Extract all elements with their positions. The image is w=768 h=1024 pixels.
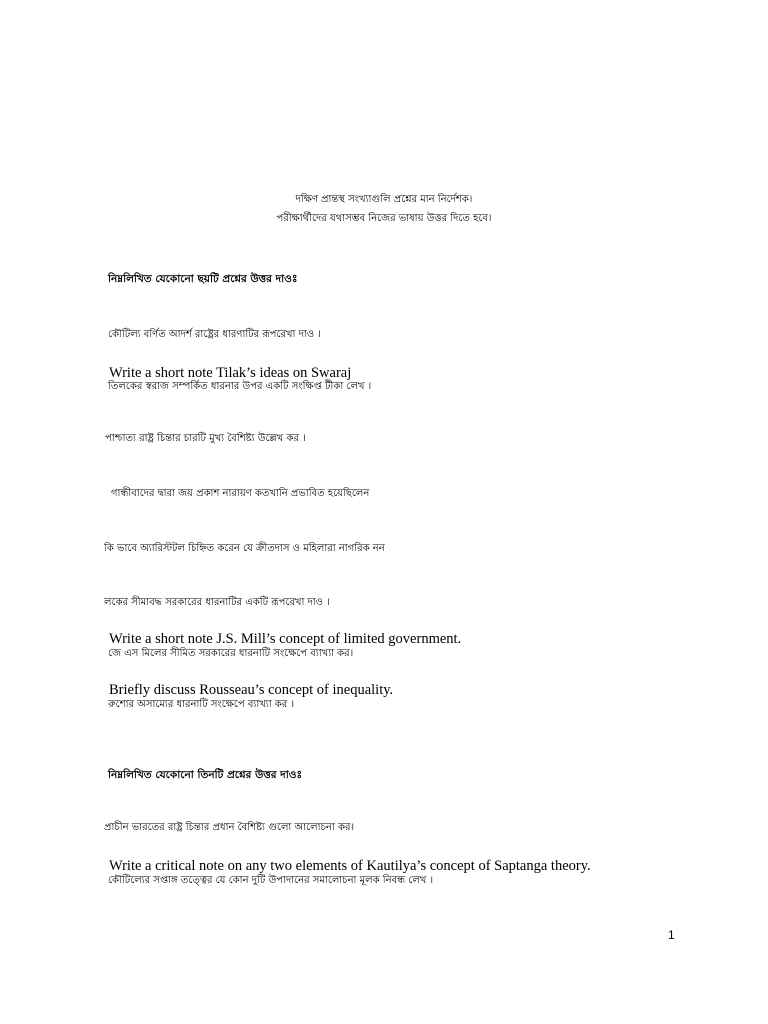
question-10-bn: কৌটিল্যের সপ্তাঙ্গ তত্ত্বের যে কোন দুটি উপাদানের সমালোচনা মূলক নিবন্ধ লেখ । bbox=[108, 875, 434, 886]
question-6-bn: লকের সীমাবদ্ধ সরকারের ধারনাটির একটি রূপরেখা দাও । bbox=[104, 597, 330, 608]
question-2-en: Write a short note Tilak’s ideas on Swaraj bbox=[109, 365, 352, 381]
question-8-en: Briefly discuss Rousseau’s concept of inequality. bbox=[109, 682, 394, 698]
question-8-bn: রুশোর অসাম্যের ধারনাটি সংক্ষেপে ব্যাখ্যা কর । bbox=[108, 699, 295, 710]
section1-heading: নিম্নলিখিত যেকোনো ছয়টি প্রশ্নের উত্তর দাওঃ bbox=[108, 273, 298, 285]
question-1-bn: কৌটিল্য বর্ণিত আদর্শ রাষ্ট্রের ধারণাটির রূপরেখা দাও । bbox=[108, 329, 321, 340]
question-9-bn: প্রাচীন ভারতের রাষ্ট্র চিন্তার প্রধান বৈশিষ্ট্য গুলো আলোচনা কর। bbox=[104, 822, 355, 833]
question-4-bn: গান্ধীবাদের দ্বারা জয় প্রকাশ নারায়ণ কতখানি প্রভাবিত হয়েছিলেন bbox=[111, 488, 370, 499]
question-10-en: Write a critical note on any two elements of Kautilya’s concept of Saptanga theory. bbox=[109, 858, 591, 874]
header-instruction-2: পরীক্ষার্থীদের যথাসম্ভব নিজের ভাষায় উত্তর দিতে হবে। bbox=[276, 213, 492, 224]
question-7-bn: জে এস মিলের সীমিত সরকারের ধারনাটি সংক্ষেপে ব্যাখ্যা কর। bbox=[108, 648, 354, 659]
section2-heading: নিম্নলিখিত যেকোনো তিনটি প্রশ্নের উত্তর দাওঃ bbox=[108, 769, 303, 781]
page-number: 1 bbox=[668, 928, 675, 942]
question-5-bn: কি ভাবে অ্যারিস্টটল চিহ্নিত করেন যে ক্রীতদাস ও মহিলারা নাগরিক নন bbox=[104, 543, 385, 554]
header-instruction-1: দক্ষিণ প্রান্তস্থ সংখ্যাগুলি প্রশ্নের মান নির্দেশক। bbox=[295, 194, 473, 205]
question-2-bn: তিলকের স্বরাজ সম্পর্কিত ধারনার উপর একটি সংক্ষিপ্ত টীকা লেখ । bbox=[108, 381, 372, 392]
question-7-en: Write a short note J.S. Mill’s concept of limited government. bbox=[109, 631, 462, 647]
question-3-bn: পাশ্চাত্য রাষ্ট্র চিন্তার চারটি মুখ্য বৈশিষ্ট্য উল্লেখ কর । bbox=[105, 433, 306, 444]
